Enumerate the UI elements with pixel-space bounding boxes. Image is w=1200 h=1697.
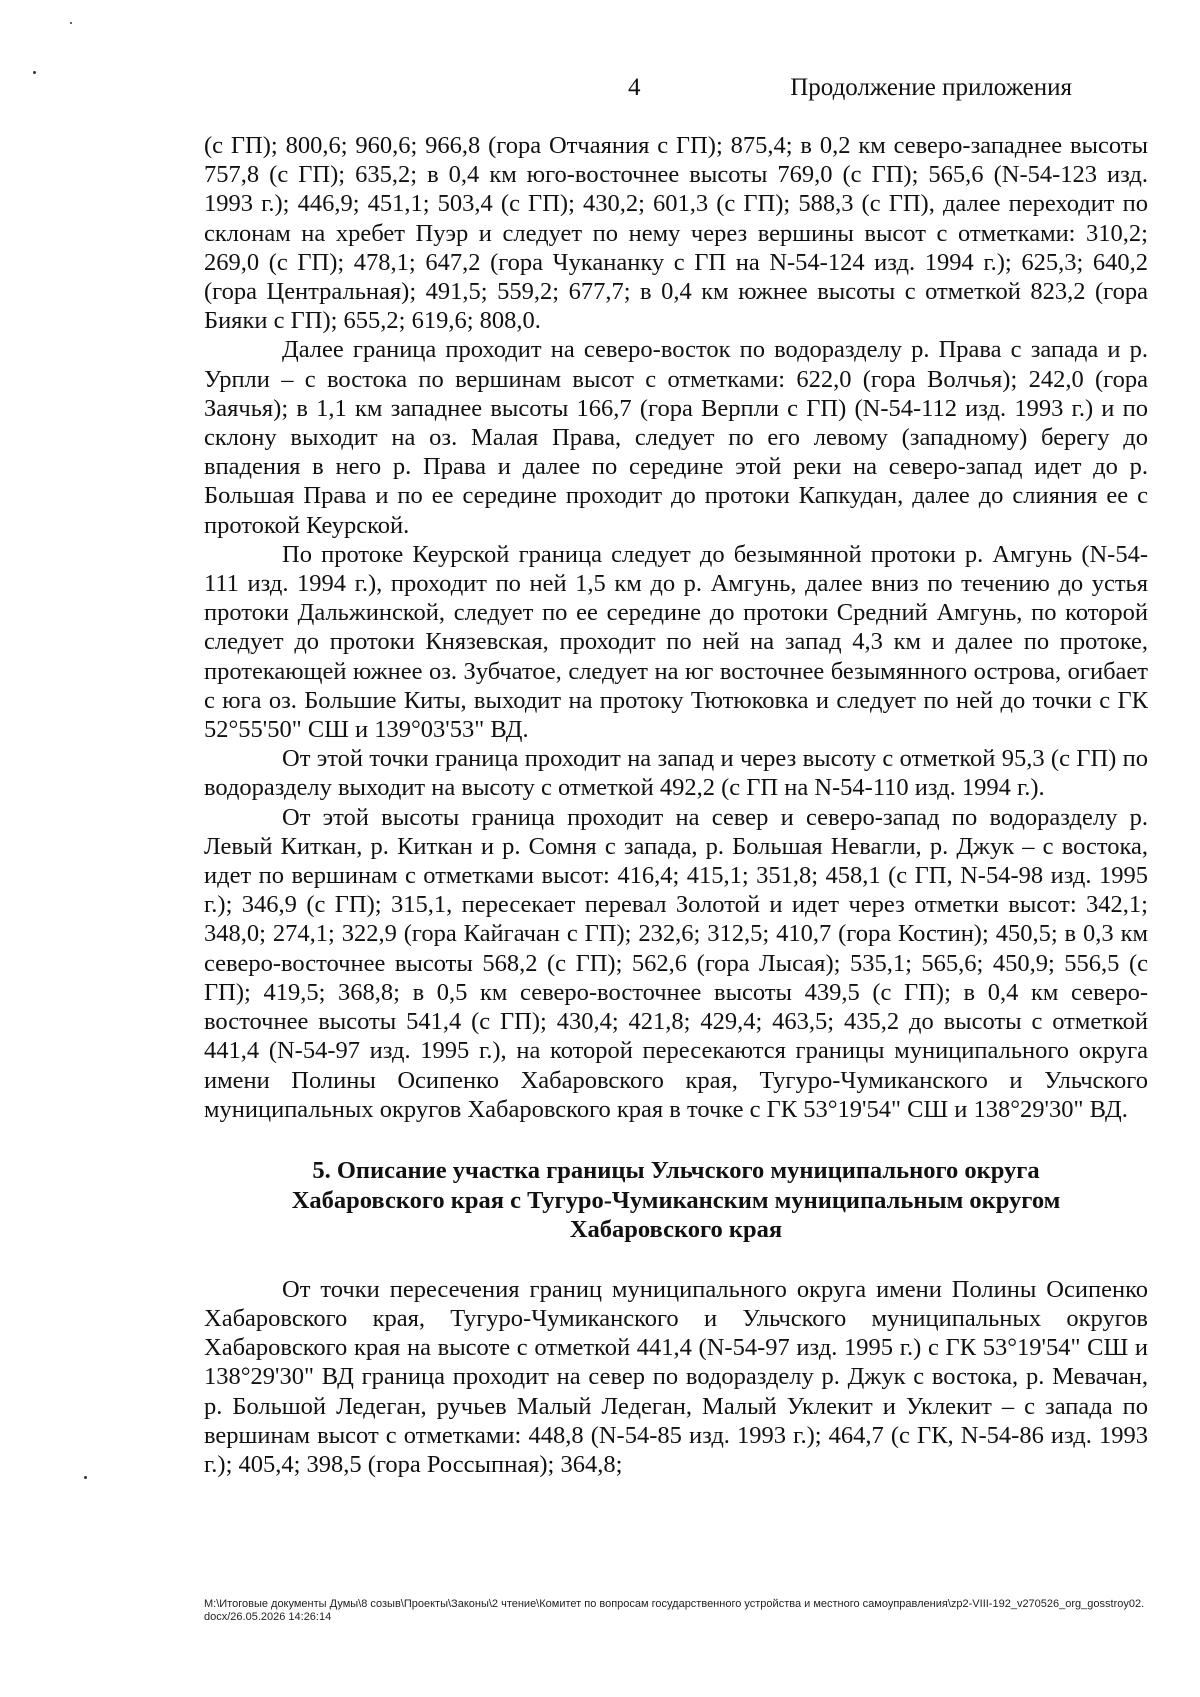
paragraph: От этой высоты граница проходит на север и северо-запад по водоразделу р. Левый Киткан, р. Киткан и р. Сомня с запада, р. Большая Невагли, р. Джук – с востока, идет по вершинам с отметками высот: 416,4; 415,1; 351,8; 458,1 (с ГП, N-54-98 изд. 1995 г.); 346,9 (с ГП); 315,1, пересекает перевал Золотой и идет через отметки высот: 342,1; 348,0; 274,1; 322,9 (гора Кайгачан с ГП); 232,6; 312,5; 410,7 (гора Костин); 450,5; в 0,3 км северо-восточнее высоты 568,2 (с ГП); 562,6 (гора Лысая); 535,1; 565,6; 450,9; 556,5 (с ГП); 419,5; 368,8; в 0,5 км северо-восточнее высоты 439,5 (с ГП); в 0,4 км северо-восточнее высоты 541,4 (с ГП); 430,4; 421,8; 429,4; 463,5; 435,2 до высоты с отметкой 441,4 (N-54-97 изд. 1995 г.), на которой пересекаются границы муниципального округа имени Полины Осипенко Хабаровского края, Тугуро-Чумиканского и Ульчского муниципальных округов Хабаровского края в точке с ГК 53°19'54" СШ и 138°29'30" ВД.: [204, 803, 1148, 1123]
scan-speck: [70, 22, 72, 24]
scan-speck: [84, 1476, 87, 1479]
section-heading-line: Хабаровского края с Тугуро-Чумиканским муниципальным округом: [291, 1186, 1061, 1214]
page-header: [0, 74, 1200, 114]
section-heading: [204, 1156, 1148, 1245]
paragraph: От этой точки граница проходит на запад и через высоту с отметкой 95,3 (с ГП) по водоразделу выходит на высоту с отметкой 492,2 (с ГП на N-54-110 изд. 1994 г.).: [204, 745, 1148, 802]
document-body: [204, 131, 1148, 1479]
section-paragraph: От точки пересечения границ муниципального округа имени Полины Осипенко Хабаровского края, Тугуро-Чумиканского и Ульчского муниципальных округов Хабаровского края на высоте с отметкой 441,4 (N-54-97 изд. 1995 г.) с ГК 53°19'54" СШ и 138°29'30" ВД граница проходит на север по водоразделу р. Джук с востока, р. Мевачан, р. Большой Ледеган, ручьев Малый Ледеган, Малый Уклекит и Уклекит – с запада по вершинам высот с отметками: 448,8 (N-54-85 изд. 1993 г.); 464,7 (с ГК, N-54-86 изд. 1993 г.); 405,4; 398,5 (гора Россыпная); 364,8;: [204, 1275, 1148, 1478]
section-heading-line: Хабаровского края: [569, 1216, 783, 1244]
paragraph: Далее граница проходит на северо-восток по водоразделу р. Права с запада и р. Урпли – с востока по вершинам высот с отметками: 622,0 (гора Волчья); 242,0 (гора Заячья); в 1,1 км западнее высоты 166,7 (гора Верпли с ГП) (N-54-112 изд. 1993 г.) и по склону выходит на оз. Малая Права, следует по его левому (западному) берегу до впадения в него р. Права и далее по середине этой реки на северо-запад идет до р. Большая Права и по ее середине проходит до протоки Капкудан, далее до слияния ее с протокой Кеурской.: [204, 336, 1148, 539]
paragraph: По протоке Кеурской граница следует до безымянной протоки р. Амгунь (N-54-111 изд. 1994 г.), проходит по ней 1,5 км до р. Амгунь, далее вниз по течению до устья протоки Дальжинской, следует по ее середине до протоки Средний Амгунь, по которой следует до протоки Князевская, проходит по ней на запад 4,3 км и далее по протоке, протекающей южнее оз. Зубчатое, следует на юг восточнее безымянного острова, огибает с юга оз. Большие Киты, выходит на протоку Тютюковка и следует по ней до точки с ГК 52°55'50" СШ и 139°03'53" ВД.: [204, 540, 1148, 744]
continuation-label: Продолжение приложения: [790, 74, 1072, 101]
file-path-footer: М:\Итоговые документы Думы\8 созыв\Проекты\Законы\2 чтение\Комитет по вопросам государственного устройства и местного самоуправления\zp2-VIII-192_v270526_org_gosstroy02.docx/26.05.2026 14:26:14: [204, 1598, 1145, 1623]
section-heading-line: 5. Описание участка границы Ульчского муниципального округа: [312, 1156, 1040, 1184]
page-number: 4: [628, 74, 641, 101]
paragraph-continued: (с ГП); 800,6; 960,6; 966,8 (гора Отчаяния с ГП); 875,4; в 0,2 км северо-западнее высоты 757,8 (с ГП); 635,2; в 0,4 км юго-восточнее высоты 769,0 (с ГП); 565,6 (N-54-123 изд. 1993 г.); 446,9; 451,1; 503,4 (с ГП); 430,2; 601,3 (с ГП); 588,3 (с ГП), далее переходит по склонам на хребет Пуэр и следует по нему через вершины высот с отметками: 310,2; 269,0 (с ГП); 478,1; 647,2 (гора Чукананку с ГП на N-54-124 изд. 1994 г.); 625,3; 640,2 (гора Центральная); 491,5; 559,2; 677,7; в 0,4 км южнее высоты с отметкой 823,2 (гора Бияки с ГП); 655,2; 619,6; 808,0.: [204, 132, 1148, 335]
